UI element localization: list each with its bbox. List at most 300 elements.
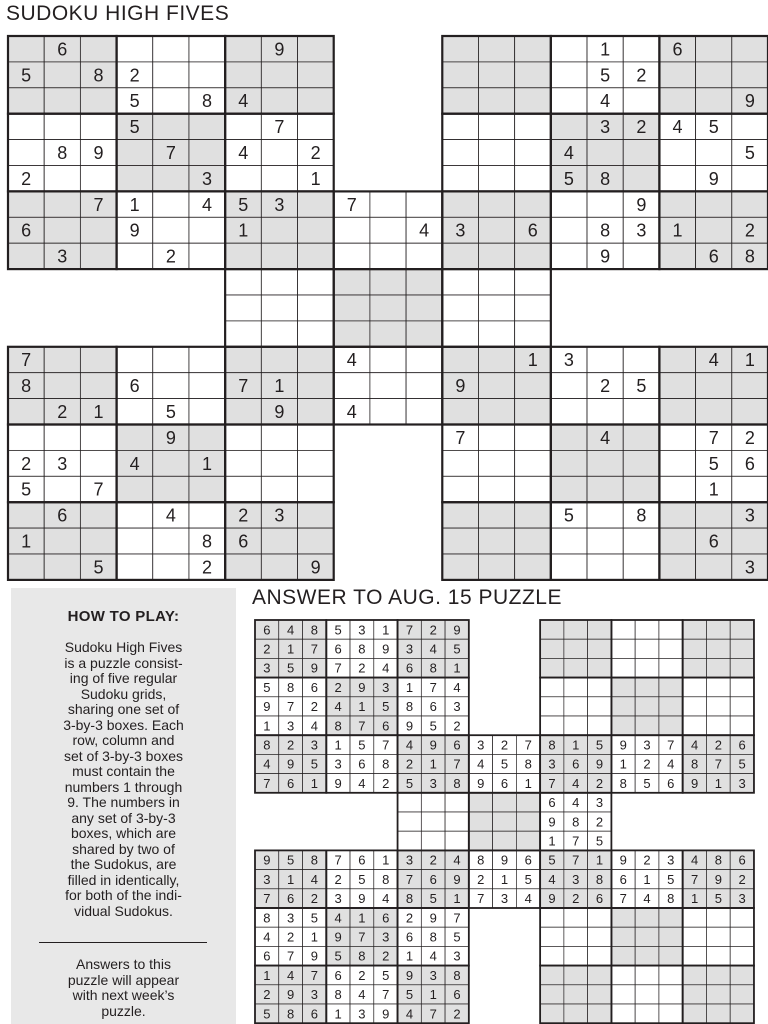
answer-digit: 2 <box>405 910 414 926</box>
puzzle-digit: 8 <box>202 531 213 552</box>
puzzle-cell <box>442 88 478 114</box>
answer-cell <box>469 793 493 812</box>
puzzle-digit: 1 <box>672 220 683 241</box>
puzzle-digit: 3 <box>57 453 68 474</box>
answer-digit: 8 <box>405 699 414 715</box>
puzzle-cell <box>8 36 44 62</box>
puzzle-cell <box>442 140 478 166</box>
answer-digit: 1 <box>548 833 556 849</box>
answer-cell <box>635 985 659 1004</box>
puzzle-digit: 8 <box>600 168 611 189</box>
answer-digit: 2 <box>405 756 414 772</box>
puzzle-cell <box>732 476 768 502</box>
puzzle-cell <box>370 217 406 243</box>
answer-digit: 2 <box>453 1006 461 1022</box>
puzzle-cell <box>44 217 80 243</box>
answer-digit: 7 <box>572 852 580 868</box>
puzzle-cell <box>442 295 478 321</box>
puzzle-cell <box>623 476 659 502</box>
answer-cell <box>611 678 635 697</box>
puzzle-cell <box>406 399 442 425</box>
puzzle-cell <box>80 528 116 554</box>
answer-cell <box>564 716 588 735</box>
answer-digit: 6 <box>405 929 414 945</box>
puzzle-cell <box>298 295 334 321</box>
answer-digit: 9 <box>429 737 437 753</box>
puzzle-cell <box>8 243 44 269</box>
puzzle-cell <box>515 140 551 166</box>
puzzle-cell <box>261 528 297 554</box>
puzzle-digit: 5 <box>600 65 611 86</box>
answer-digit: 7 <box>429 1006 437 1022</box>
puzzle-cell <box>225 62 261 88</box>
puzzle-cell <box>153 62 189 88</box>
puzzle-cell <box>587 191 623 217</box>
answer-digit: 7 <box>619 891 627 907</box>
answer-digit: 5 <box>453 929 461 945</box>
answer-digit: 3 <box>382 929 390 945</box>
answer-digit: 4 <box>334 910 342 926</box>
answer-digit: 9 <box>453 871 461 887</box>
answer-digit: 4 <box>263 756 271 772</box>
instruction-line: the Sudokus, are <box>70 856 177 872</box>
answer-digit: 2 <box>500 737 509 753</box>
puzzle-cell <box>80 166 116 192</box>
answer-cell <box>659 639 683 658</box>
answer-digit: 4 <box>690 852 699 868</box>
puzzle-cell <box>334 295 370 321</box>
answer-digit: 1 <box>429 987 437 1003</box>
puzzle-cell <box>189 502 225 528</box>
puzzle-cell <box>478 62 514 88</box>
answer-digit: 3 <box>738 775 746 791</box>
instruction-line: ing of five regular <box>69 670 178 686</box>
answer-digit: 8 <box>667 891 675 907</box>
puzzle-digit: 9 <box>274 39 285 60</box>
answer-cell <box>659 946 683 965</box>
answer-digit: 1 <box>453 891 461 907</box>
puzzle-digit: 7 <box>708 427 719 448</box>
puzzle-digit: 2 <box>238 505 249 526</box>
answer-digit: 2 <box>453 718 461 734</box>
puzzle-cell <box>225 166 261 192</box>
answer-digit: 2 <box>263 641 271 657</box>
answer-digit: 5 <box>310 910 319 926</box>
puzzle-cell <box>696 373 732 399</box>
puzzle-cell <box>225 295 261 321</box>
answer-digit: 4 <box>287 622 295 638</box>
puzzle-cell <box>261 140 297 166</box>
answer-digit: 1 <box>263 967 271 983</box>
puzzle-cell <box>478 140 514 166</box>
puzzle-digit: 1 <box>129 194 140 215</box>
puzzle-cell <box>587 528 623 554</box>
puzzle-cell <box>117 36 153 62</box>
puzzle-cell <box>478 425 514 451</box>
answer-cell <box>421 831 445 850</box>
puzzle-cell <box>696 399 732 425</box>
puzzle-cell <box>189 399 225 425</box>
answer-cell <box>659 966 683 985</box>
puzzle-cell <box>298 321 334 347</box>
puzzle-cell <box>623 88 659 114</box>
answer-digit: 3 <box>310 737 319 753</box>
answer-cell <box>421 812 445 831</box>
instruction-line: 9. The numbers in <box>67 794 180 810</box>
answer-digit: 2 <box>334 871 342 887</box>
puzzle-cell <box>551 217 587 243</box>
answer-digit: 8 <box>382 756 390 772</box>
answer-cell <box>706 697 730 716</box>
answer-cell <box>683 620 707 639</box>
answer-digit: 4 <box>524 891 532 907</box>
answer-digit: 8 <box>334 987 342 1003</box>
answer-digit: 8 <box>263 910 271 926</box>
puzzle-cell <box>406 347 442 373</box>
answer-digit: 2 <box>643 852 651 868</box>
answer-cell <box>398 793 422 812</box>
puzzle-digit: 2 <box>744 220 755 241</box>
answer-cell <box>635 1004 659 1023</box>
answer-cell <box>635 620 659 639</box>
puzzle-cell <box>515 502 551 528</box>
puzzle-cell <box>623 243 659 269</box>
puzzle-cell <box>623 140 659 166</box>
puzzle-cell <box>117 425 153 451</box>
puzzle-cell <box>261 62 297 88</box>
answer-digit: 7 <box>287 699 295 715</box>
answer-digit: 9 <box>477 775 485 791</box>
answer-digit: 1 <box>334 737 342 753</box>
puzzle-digit: 2 <box>636 65 647 86</box>
answer-digit: 7 <box>405 871 414 887</box>
puzzle-cell <box>551 114 587 140</box>
answer-digit: 5 <box>595 737 604 753</box>
instruction-line: row, column and <box>72 732 175 748</box>
puzzle-cell <box>298 114 334 140</box>
answer-digit: 8 <box>358 948 366 964</box>
answer-digit: 2 <box>287 929 295 945</box>
puzzle-cell <box>478 321 514 347</box>
puzzle-cell <box>515 191 551 217</box>
puzzle-cell <box>117 528 153 554</box>
puzzle-cell <box>551 450 587 476</box>
puzzle-cell <box>478 373 514 399</box>
puzzle-cell <box>442 36 478 62</box>
puzzle-cell <box>153 450 189 476</box>
answer-digit: 2 <box>595 814 604 830</box>
answer-cell <box>564 946 588 965</box>
answer-digit: 1 <box>524 775 532 791</box>
answer-digit: 5 <box>548 852 556 868</box>
answer-cell <box>683 1004 707 1023</box>
answer-digit: 6 <box>382 718 390 734</box>
puzzle-digit: 7 <box>274 117 285 138</box>
answer-cell <box>564 658 588 677</box>
puzzle-cell <box>153 528 189 554</box>
puzzle-cell <box>44 114 80 140</box>
puzzle-cell <box>370 191 406 217</box>
puzzle-cell <box>442 399 478 425</box>
answer-digit: 6 <box>382 910 390 926</box>
answer-digit: 7 <box>714 756 722 772</box>
puzzle-digit: 9 <box>129 220 140 241</box>
answer-digit: 7 <box>572 833 580 849</box>
puzzle-cell <box>8 191 44 217</box>
puzzle-cell <box>44 554 80 580</box>
answer-digit: 6 <box>358 852 366 868</box>
answer-digit: 3 <box>310 987 319 1003</box>
answer-digit: 4 <box>667 756 675 772</box>
puzzle-cell <box>659 476 695 502</box>
puzzle-digit: 3 <box>744 557 755 578</box>
puzzle-cell <box>406 321 442 347</box>
answer-digit: 3 <box>738 891 746 907</box>
puzzle-cell <box>623 554 659 580</box>
answer-digit: 1 <box>500 871 509 887</box>
answer-digit: 6 <box>287 775 295 791</box>
puzzle-cell <box>442 243 478 269</box>
answer-digit: 5 <box>263 1006 271 1022</box>
answer-cell <box>683 927 707 946</box>
answer-cell <box>706 946 730 965</box>
puzzle-digit: 5 <box>636 376 647 397</box>
puzzle-cell <box>659 554 695 580</box>
answer-digit: 4 <box>429 948 437 964</box>
answer-digit: 9 <box>548 891 556 907</box>
puzzle-cell <box>478 399 514 425</box>
instruction-line: is a puzzle consist- <box>64 654 183 671</box>
answer-digit: 8 <box>477 852 485 868</box>
answer-digit: 2 <box>382 948 390 964</box>
answer-digit: 8 <box>595 871 604 887</box>
puzzle-digit: 5 <box>563 505 574 526</box>
answer-digit: 2 <box>738 871 746 887</box>
answer-digit: 7 <box>382 987 390 1003</box>
answer-cell <box>635 639 659 658</box>
puzzle-cell <box>261 217 297 243</box>
answer-digit: 3 <box>453 948 461 964</box>
answer-digit: 5 <box>382 967 390 983</box>
puzzle-digit: 4 <box>238 91 249 112</box>
puzzle-cell <box>623 399 659 425</box>
puzzle-cell <box>117 140 153 166</box>
answer-digit: 1 <box>263 718 271 734</box>
note-line: puzzle will appear <box>67 971 180 988</box>
puzzle-digit: 9 <box>636 194 647 215</box>
answer-digit: 7 <box>453 910 461 926</box>
answer-digit: 8 <box>287 679 295 695</box>
answer-cell <box>445 831 469 850</box>
answer-digit: 5 <box>595 833 604 849</box>
puzzle-cell <box>478 88 514 114</box>
puzzle-cell <box>478 243 514 269</box>
puzzle-cell <box>659 62 695 88</box>
answer-digit: 4 <box>310 871 319 887</box>
answer-digit: 1 <box>690 891 699 907</box>
answer-digit: 6 <box>334 967 342 983</box>
answer-digit: 9 <box>382 641 390 657</box>
puzzle-cell <box>623 166 659 192</box>
answer-digit: 9 <box>310 948 319 964</box>
puzzle-cell <box>515 114 551 140</box>
answer-cell <box>683 985 707 1004</box>
answer-digit: 3 <box>405 852 414 868</box>
answer-cell <box>706 716 730 735</box>
answer-digit: 7 <box>382 737 390 753</box>
puzzle-digit: 6 <box>527 220 538 241</box>
answer-digit: 2 <box>429 852 437 868</box>
puzzle-cell <box>659 399 695 425</box>
answer-cell <box>611 927 635 946</box>
answer-cell <box>706 658 730 677</box>
note-line: puzzle. <box>101 1002 146 1019</box>
puzzle-cell <box>298 88 334 114</box>
puzzle-cell <box>80 217 116 243</box>
puzzle-cell <box>551 528 587 554</box>
puzzle-cell <box>117 502 153 528</box>
answer-digit: 6 <box>667 775 675 791</box>
answer-digit: 9 <box>548 814 556 830</box>
puzzle-digit: 6 <box>57 505 68 526</box>
puzzle-cell <box>261 554 297 580</box>
answer-cell <box>730 985 754 1004</box>
answer-cell <box>683 697 707 716</box>
answer-digit: 3 <box>643 737 651 753</box>
answer-digit: 5 <box>358 737 366 753</box>
instruction-line: 3-by-3 boxes. Each <box>63 716 184 733</box>
puzzle-digit: 6 <box>57 39 68 60</box>
puzzle-digit: 1 <box>238 220 249 241</box>
puzzle-cell <box>298 36 334 62</box>
answer-cell <box>564 908 588 927</box>
instruction-line: sharing one set of <box>67 701 180 717</box>
answer-digit: 1 <box>453 660 461 676</box>
answer-cell <box>730 1004 754 1023</box>
answer-digit: 6 <box>524 852 532 868</box>
puzzle-cell <box>8 88 44 114</box>
puzzle-cell <box>153 554 189 580</box>
puzzle-cell <box>478 114 514 140</box>
answer-digit: 8 <box>263 737 271 753</box>
puzzle-cell <box>587 140 623 166</box>
puzzle-digit: 5 <box>21 479 32 500</box>
puzzle-cell <box>153 88 189 114</box>
answer-digit: 3 <box>572 871 580 887</box>
answer-digit: 8 <box>429 660 437 676</box>
puzzle-digit: 9 <box>274 402 285 423</box>
answer-digit: 9 <box>405 718 414 734</box>
puzzle-digit: 9 <box>744 91 755 112</box>
answer-cell <box>659 697 683 716</box>
puzzle-cell <box>732 62 768 88</box>
answer-cell <box>540 620 564 639</box>
answer-digit: 7 <box>477 891 485 907</box>
puzzle-cell <box>117 166 153 192</box>
puzzle-cell <box>225 399 261 425</box>
answer-digit: 4 <box>572 775 580 791</box>
puzzle-digit: 6 <box>21 220 32 241</box>
answer-digit: 6 <box>619 871 627 887</box>
puzzle-digit: 8 <box>21 376 32 397</box>
answer-cell <box>588 620 612 639</box>
instruction-line: numbers 1 through <box>64 778 183 795</box>
puzzle-digit: 6 <box>744 453 755 474</box>
answer-digit: 6 <box>263 622 271 638</box>
answer-cell <box>659 985 683 1004</box>
answer-cell <box>421 793 445 812</box>
puzzle-cell <box>659 347 695 373</box>
answer-digit: 2 <box>382 775 390 791</box>
puzzle-cell <box>442 347 478 373</box>
puzzle-cell <box>659 140 695 166</box>
instruction-line: filled in identically, <box>67 871 180 888</box>
answer-digit: 8 <box>453 775 461 791</box>
answer-cell <box>564 620 588 639</box>
puzzle-cell <box>659 88 695 114</box>
puzzle-digit: 8 <box>57 143 68 164</box>
how-to-play-instructions <box>35 640 212 919</box>
puzzle-cell <box>261 88 297 114</box>
answer-digit: 4 <box>405 737 414 753</box>
puzzle-cell <box>261 476 297 502</box>
answer-cell <box>611 620 635 639</box>
answer-digit: 4 <box>690 737 699 753</box>
answer-digit: 5 <box>453 641 461 657</box>
answer-digit: 8 <box>572 814 580 830</box>
answer-cell <box>730 946 754 965</box>
answer-digit: 7 <box>429 679 437 695</box>
puzzle-cell <box>406 243 442 269</box>
answer-digit: 5 <box>429 891 437 907</box>
puzzle-cell <box>225 114 261 140</box>
puzzle-cell <box>189 243 225 269</box>
answer-cell <box>611 658 635 677</box>
puzzle-digit: 2 <box>21 168 32 189</box>
puzzle-cell <box>298 62 334 88</box>
puzzle-cell <box>478 347 514 373</box>
answer-digit: 6 <box>310 679 319 695</box>
puzzle-digit: 5 <box>129 117 140 138</box>
instruction-line: for both of the indi- <box>65 887 182 903</box>
answer-digit: 4 <box>429 641 437 657</box>
puzzle-cell <box>225 36 261 62</box>
answer-digit: 7 <box>287 948 295 964</box>
answer-cell <box>445 793 469 812</box>
puzzle-cell <box>80 243 116 269</box>
answer-cell <box>659 908 683 927</box>
answer-digit: 8 <box>714 852 722 868</box>
puzzle-cell <box>587 399 623 425</box>
answer-digit: 9 <box>358 891 366 907</box>
answer-digit: 4 <box>334 699 342 715</box>
puzzle-cell <box>225 243 261 269</box>
answer-cell <box>493 812 517 831</box>
puzzle-cell <box>298 269 334 295</box>
answer-digit: 4 <box>477 756 485 772</box>
puzzle-cell <box>261 347 297 373</box>
answer-cell <box>588 946 612 965</box>
answer-digit: 5 <box>334 622 342 638</box>
answer-cell <box>564 678 588 697</box>
answer-digit: 3 <box>334 756 342 772</box>
puzzle-cell <box>587 554 623 580</box>
answer-cell <box>706 639 730 658</box>
puzzle-cell <box>732 191 768 217</box>
answer-digit: 5 <box>738 756 746 772</box>
answer-digit: 1 <box>619 756 627 772</box>
answer-digit: 5 <box>358 871 366 887</box>
